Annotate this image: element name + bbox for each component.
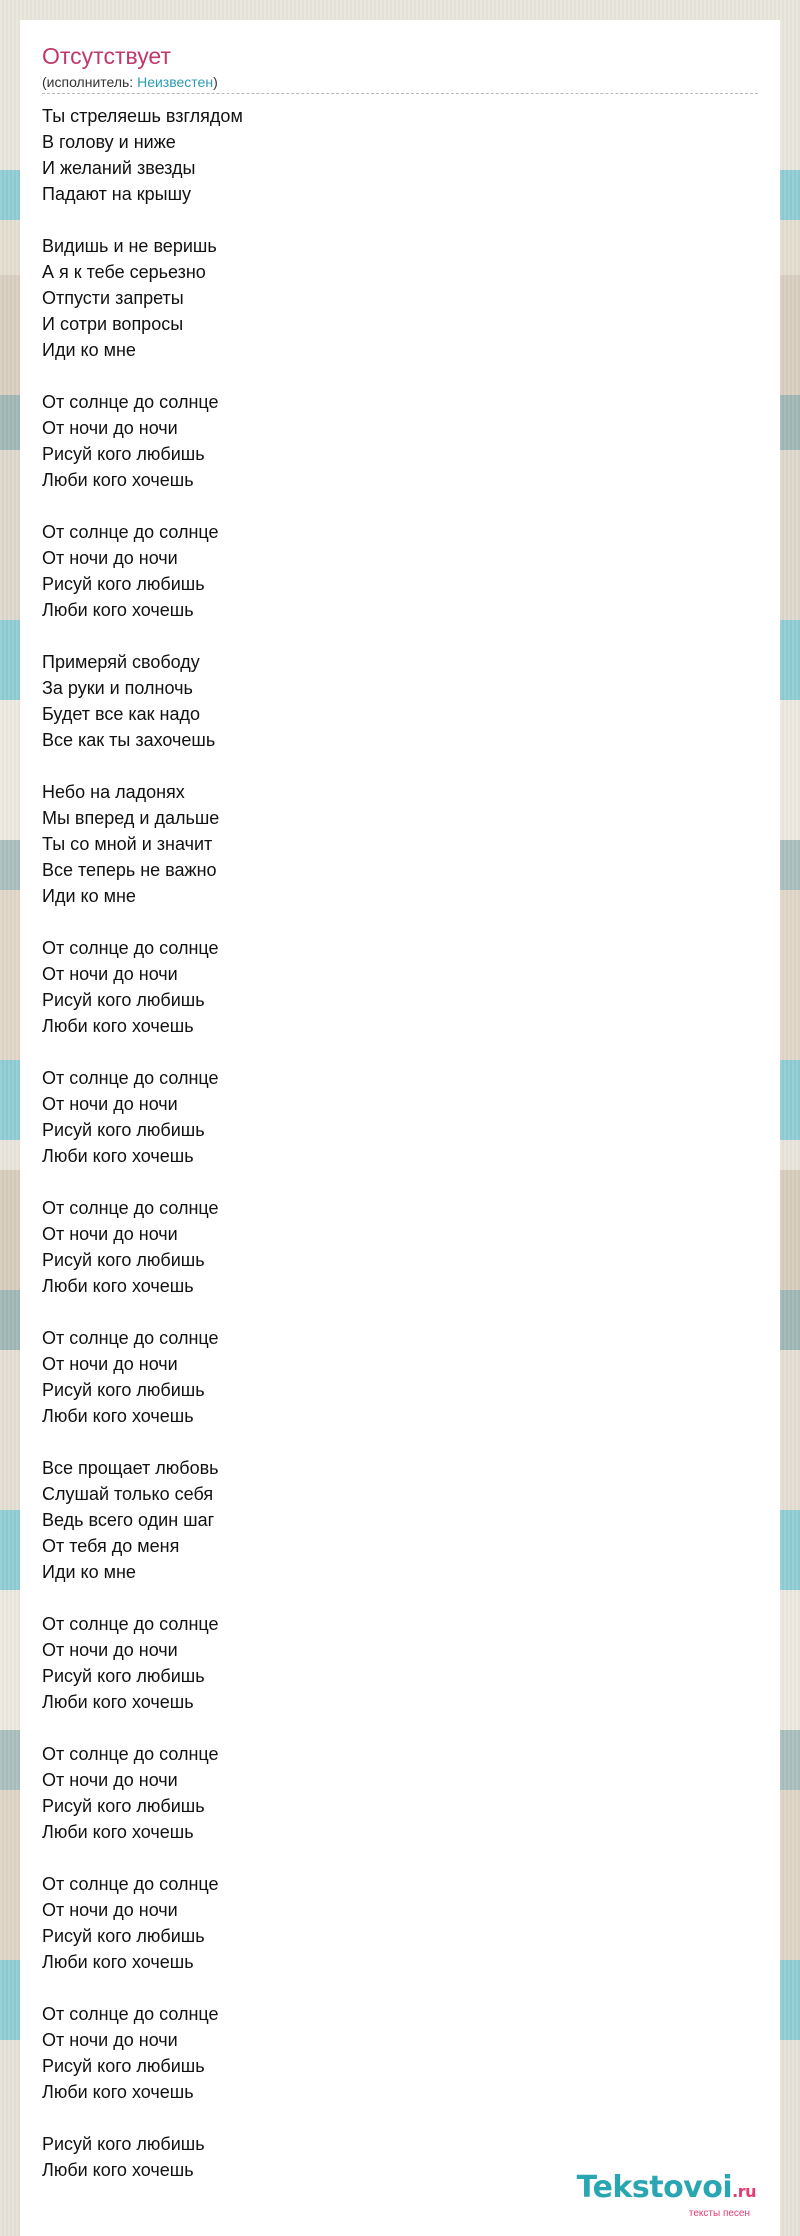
lyric-line: От солнце до солнце — [42, 522, 219, 542]
lyric-line: От ночи до ночи — [42, 418, 178, 438]
site-logo[interactable] — [577, 2172, 756, 2220]
lyric-line: Люби кого хочешь — [42, 1822, 194, 1842]
lyric-line: Отпусти запреты — [42, 288, 184, 308]
stanza — [42, 1455, 642, 1585]
lyric-line: От солнце до солнце — [42, 1614, 219, 1634]
lyric-line: Люби кого хочешь — [42, 1406, 194, 1426]
artist-suffix: ) — [213, 74, 218, 90]
stanza — [42, 649, 642, 753]
song-title: Отсутствует — [42, 43, 171, 69]
lyric-line: Люби кого хочешь — [42, 1146, 194, 1166]
lyric-line: От солнце до солнце — [42, 1744, 219, 1764]
lyric-line: Все теперь не важно — [42, 860, 217, 880]
lyric-line: Люби кого хочешь — [42, 1276, 194, 1296]
lyric-line: От ночи до ночи — [42, 1354, 178, 1374]
lyric-line: От ночи до ночи — [42, 1900, 178, 1920]
lyric-line: От тебя до меня — [42, 1536, 180, 1556]
lyrics-body — [42, 103, 642, 2209]
lyric-line: Рисуй кого любишь — [42, 1250, 205, 1270]
lyric-line: За руки и полночь — [42, 678, 193, 698]
lyric-line: Рисуй кого любишь — [42, 1380, 205, 1400]
logo-wordmark — [577, 2172, 756, 2208]
lyric-line: Небо на ладонях — [42, 782, 185, 802]
lyric-line: От ночи до ночи — [42, 1640, 178, 1660]
logo-tagline: тексты песен — [688, 2208, 750, 2219]
lyric-line: Рисуй кого любишь — [42, 574, 205, 594]
artist-link[interactable]: Неизвестен — [137, 74, 214, 90]
lyric-line: Ты со мной и значит — [42, 834, 213, 854]
stanza — [42, 2131, 642, 2183]
lyric-line: Люби кого хочешь — [42, 1016, 194, 1036]
lyric-line: От солнце до солнце — [42, 2004, 219, 2024]
stanza — [42, 1611, 642, 1715]
lyric-line: От солнце до солнце — [42, 1328, 219, 1348]
lyric-line: Иди ко мне — [42, 886, 136, 906]
lyric-line: Слушай только себя — [42, 1484, 214, 1504]
lyric-line: Люби кого хочешь — [42, 2082, 194, 2102]
lyrics-card — [20, 20, 780, 2236]
lyric-line: От солнце до солнце — [42, 1198, 219, 1218]
logo-name: Tekstovoi — [576, 2170, 733, 2205]
stanza — [42, 1741, 642, 1845]
lyric-line: Все как ты захочешь — [42, 730, 216, 750]
title-divider — [42, 93, 758, 94]
lyric-line: От солнце до солнце — [42, 1068, 219, 1088]
lyric-line: Иди ко мне — [42, 1562, 136, 1582]
lyric-line: От солнце до солнце — [42, 392, 219, 412]
stanza — [42, 233, 642, 363]
artist-prefix: (исполнитель: — [42, 74, 138, 90]
lyric-line: Люби кого хочешь — [42, 470, 194, 490]
lyric-line: Примеряй свободу — [42, 652, 200, 672]
lyric-line: Рисуй кого любишь — [42, 444, 205, 464]
lyric-line: От ночи до ночи — [42, 1094, 178, 1114]
stanza — [42, 935, 642, 1039]
lyric-line: От ночи до ночи — [42, 1224, 178, 1244]
lyric-line: Люби кого хочешь — [42, 1952, 194, 1972]
lyric-line: От ночи до ночи — [42, 2030, 178, 2050]
lyric-line: От солнце до солнце — [42, 1874, 219, 1894]
lyric-line: Ведь всего один шаг — [42, 1510, 215, 1530]
lyric-line: От солнце до солнце — [42, 938, 219, 958]
lyric-line: В голову и ниже — [42, 132, 176, 152]
lyric-line: Мы вперед и дальше — [42, 808, 220, 828]
lyric-line: Рисуй кого любишь — [42, 990, 205, 1010]
lyric-line: Люби кого хочешь — [42, 2160, 194, 2180]
stanza — [42, 103, 642, 207]
stanza — [42, 1065, 642, 1169]
stanza — [42, 1325, 642, 1429]
stanza — [42, 779, 642, 909]
lyric-line: Иди ко мне — [42, 340, 136, 360]
lyric-line: Рисуй кого любишь — [42, 1926, 205, 1946]
lyric-line: Рисуй кого любишь — [42, 1120, 205, 1140]
lyric-line: Видишь и не веришь — [42, 236, 217, 256]
lyric-line: От ночи до ночи — [42, 1770, 178, 1790]
lyric-line: Рисуй кого любишь — [42, 2056, 205, 2076]
lyric-line: Рисуй кого любишь — [42, 1666, 205, 1686]
lyric-line: Люби кого хочешь — [42, 600, 194, 620]
lyric-line: Будет все как надо — [42, 704, 200, 724]
lyric-line: Падают на крышу — [42, 184, 192, 204]
stanza — [42, 389, 642, 493]
stanza — [42, 1195, 642, 1299]
lyric-line: Рисуй кого любишь — [42, 1796, 205, 1816]
stanza — [42, 1871, 642, 1975]
lyric-line: От ночи до ночи — [42, 964, 178, 984]
lyric-line: А я к тебе серьезно — [42, 262, 206, 282]
lyric-line: Ты стреляешь взглядом — [42, 106, 243, 126]
lyric-line: Люби кого хочешь — [42, 1692, 194, 1712]
logo-tld: .ru — [732, 2182, 756, 2201]
stanza — [42, 519, 642, 623]
lyric-line: От ночи до ночи — [42, 548, 178, 568]
lyric-line: И сотри вопросы — [42, 314, 184, 334]
artist-line — [42, 73, 218, 91]
lyric-line: Все прощает любовь — [42, 1458, 219, 1478]
lyric-line: Рисуй кого любишь — [42, 2134, 205, 2154]
stanza — [42, 2001, 642, 2105]
lyric-line: И желаний звезды — [42, 158, 196, 178]
